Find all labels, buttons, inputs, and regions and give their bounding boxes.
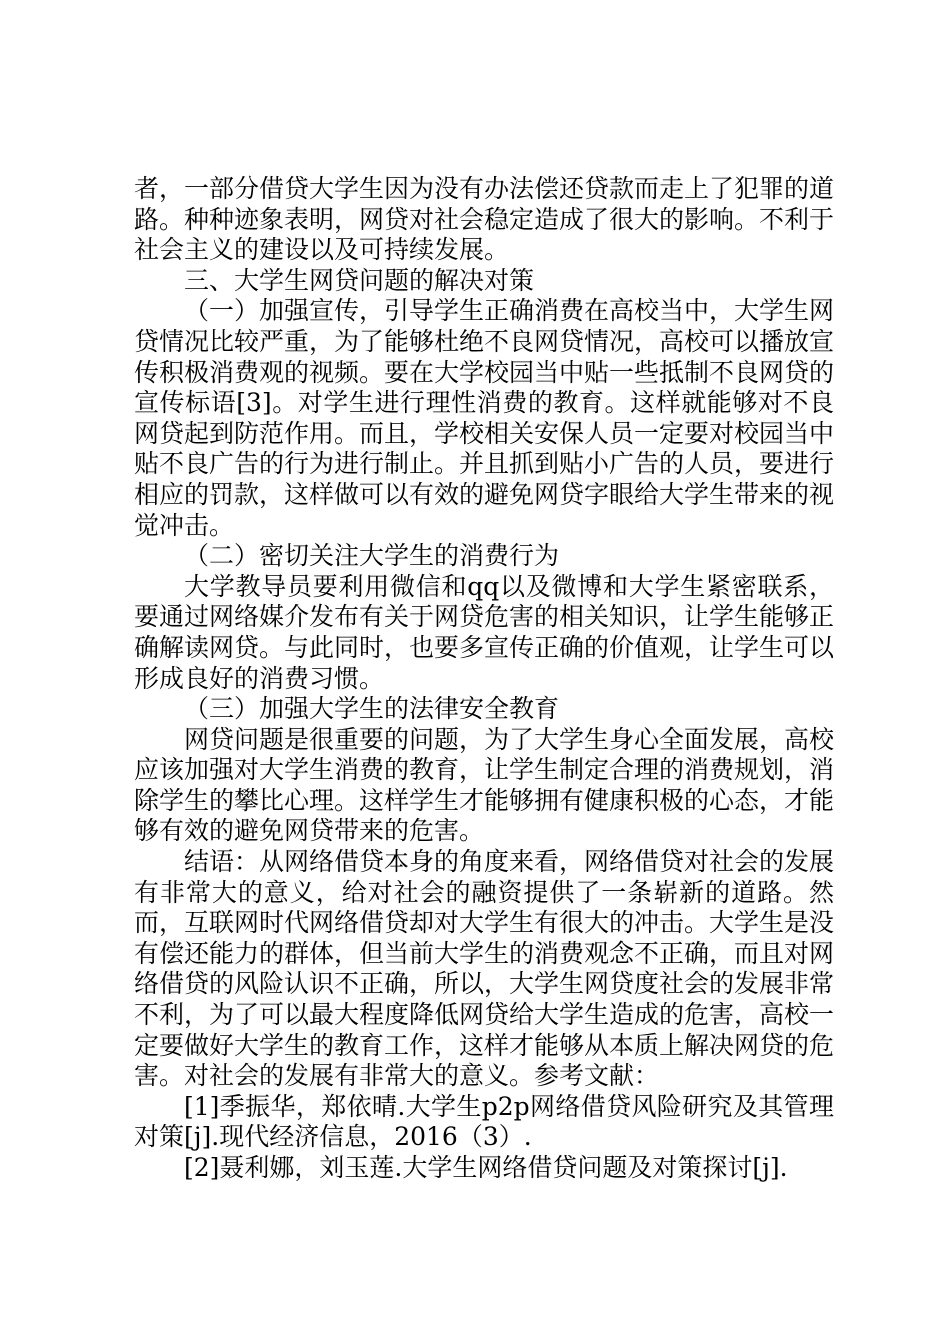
section-heading-solutions: 三、大学生网贷问题的解决对策	[184, 265, 535, 295]
subheading-legal-education: （三）加强大学生的法律安全教育	[184, 694, 560, 724]
paragraph-publicity: （一）加强宣传，引导学生正确消费在高校当中，大学生网贷情况比较严重，为了能够杜绝不良网贷情况，高校可以播放宣传积极消费观的视频。要在大学校园当中贴一些抵制不良网贷的宣传标语[3]。对学生进行理性消费的教育。这样就能够对不良网贷起到防范作用。而且，学校相关安保人员一定要对校园当中贴不良广告的行为进行制止。并且抓到贴小广告的人员，要进行相应的罚款，这样做可以有效的避免网贷字眼给大学生带来的视觉冲击。	[134, 296, 835, 540]
document-body	[134, 174, 834, 1184]
paragraph-counselor: 大学教导员要利用微信和qq以及微博和大学生紧密联系，要通过网络媒介发布有关于网贷危害的相关知识，让学生能够正确解读网贷。与此同时，也要多宣传正确的价值观，让学生可以形成良好的消费习惯。	[134, 571, 835, 693]
paragraph-crime-impact: 者，一部分借贷大学生因为没有办法偿还贷款而走上了犯罪的道路。种种迹象表明，网贷对社会稳定造成了很大的影响。不利于社会主义的建设以及可持续发展。	[134, 174, 835, 265]
subheading-consumption-behavior: （二）密切关注大学生的消费行为	[184, 541, 560, 571]
paragraph-conclusion: 结语：从网络借贷本身的角度来看，网络借贷对社会的发展有非常大的意义，给对社会的融资提供了一条崭新的道路。然而，互联网时代网络借贷却对大学生有很大的冲击。大学生是没有偿还能力的群体，但当前大学生的消费观念不正确，而且对网络借贷的风险认识不正确，所以，大学生网贷度社会的发展非常不利，为了可以最大程度降低网贷给大学生造成的危害，高校一定要做好大学生的教育工作，这样才能够从本质上解决网贷的危害。对社会的发展有非常大的意义。参考文献：	[134, 847, 835, 1091]
reference-item-2: [2]聂利娜，刘玉莲.大学生网络借贷问题及对策探讨[j].	[184, 1153, 788, 1182]
paragraph-legal-education: 网贷问题是很重要的问题，为了大学生身心全面发展，高校应该加强对大学生消费的教育，让学生制定合理的消费规划，消除学生的攀比心理。这样学生才能够拥有健康积极的心态，才能够有效的避免网贷带来的危害。	[134, 724, 835, 846]
reference-item-1: [1]季振华，郑依晴.大学生p2p网络借贷风险研究及其管理对策[j].现代经济信息，2016（3）.	[134, 1091, 834, 1152]
